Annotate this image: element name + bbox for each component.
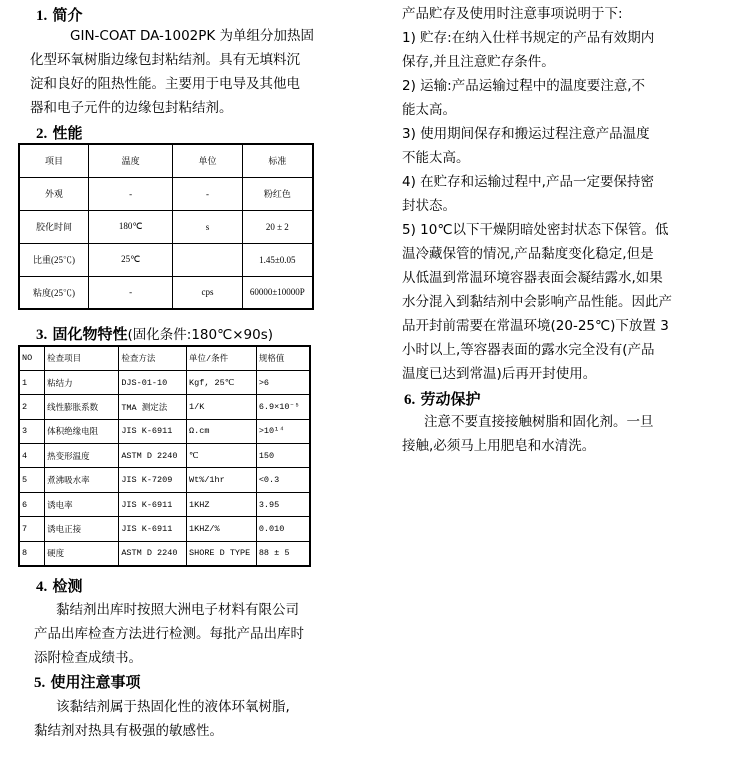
table-cell: 诱电正接 <box>45 517 119 541</box>
table-cell: TMA 测定法 <box>119 395 187 419</box>
table-cell: - <box>88 177 172 210</box>
paragraph-line: 水分混入到黏结剂中会影响产品性能。因此产 <box>402 294 672 310</box>
table-cell: 硬度 <box>45 541 119 565</box>
table-cell: 0.010 <box>256 517 310 541</box>
paragraph-line: 能太高。 <box>402 102 456 118</box>
section-number: 1. <box>36 8 48 24</box>
paragraph-line: 产品出库检查方法进行检测。每批产品出库时 <box>34 626 304 642</box>
paragraph-line: 2) 运输:产品运输过程中的温度要注意,不 <box>402 78 645 94</box>
table-cell: 8 <box>19 541 45 565</box>
paragraph-line: 不能太高。 <box>402 150 470 166</box>
table-cell: s <box>173 210 242 243</box>
paragraph-line: 温度已达到常温)后再开封使用。 <box>402 366 597 382</box>
section-6-heading <box>404 390 481 409</box>
table-cell: ASTM D 2240 <box>119 444 187 468</box>
table-row <box>19 177 313 210</box>
section-title: 固化物特性 <box>52 325 128 343</box>
table-header-cell: 项目 <box>19 144 88 177</box>
table-row <box>19 210 313 243</box>
table-row <box>19 468 310 492</box>
table-header-row <box>19 346 310 370</box>
table-cell: <0.3 <box>256 468 310 492</box>
paragraph-line: 接触,必须马上用肥皂和水清洗。 <box>402 438 596 454</box>
section-title: 使用注意事项 <box>50 673 141 691</box>
paragraph-line: 注意不要直接接触树脂和固化剂。一旦 <box>424 414 654 430</box>
paragraph-line: 保存,并且注意贮存条件。 <box>402 54 555 70</box>
properties-table <box>18 143 314 310</box>
table-header-cell: 规格值 <box>256 346 310 370</box>
paragraph-line: 从低温到常温环境容器表面会凝结露水,如果 <box>402 270 663 286</box>
table-cell: 粘度(25℃) <box>19 276 88 309</box>
paragraph-line: 器和电子元件的边缘包封粘结剂。 <box>30 100 233 116</box>
section-number: 6. <box>404 392 416 408</box>
table-header-cell: 检查项目 <box>45 346 119 370</box>
paragraph-line: 4) 在贮存和运输过程中,产品一定要保持密 <box>402 174 654 190</box>
table-cell: cps <box>173 276 242 309</box>
table-cell: ASTM D 2240 <box>119 541 187 565</box>
table-row <box>19 444 310 468</box>
paragraph-line: 封状态。 <box>402 198 456 214</box>
paragraph-line: 黏结剂出库时按照大洲电子材料有限公司 <box>56 602 299 618</box>
table-cell: 粉红色 <box>242 177 313 210</box>
section-title: 简介 <box>52 6 83 24</box>
table-cell: JIS K-6911 <box>119 492 187 516</box>
table-header-cell: 温度 <box>88 144 172 177</box>
paragraph-line: 该黏结剂属于热固化性的液体环氧树脂, <box>56 699 290 715</box>
section-3-heading <box>36 325 273 344</box>
table-row <box>19 517 310 541</box>
table-row <box>19 541 310 565</box>
table-header-cell: 单位/条件 <box>187 346 257 370</box>
table-row <box>19 492 310 516</box>
table-cell: 体积绝缘电阻 <box>45 419 119 443</box>
section-6-body <box>402 410 722 458</box>
section-number: 2. <box>36 126 48 142</box>
table-cell: - <box>173 177 242 210</box>
table-cell: - <box>88 276 172 309</box>
table-cell: 20 ± 2 <box>242 210 313 243</box>
paragraph-line: 5) 10℃以下干燥阴暗处密封状态下保管。低 <box>402 222 669 238</box>
table-cell: 180℃ <box>88 210 172 243</box>
cured-properties-table <box>18 345 311 567</box>
section-subtitle: (固化条件:180℃×90s) <box>127 327 274 343</box>
table-header-row <box>19 144 313 177</box>
table-header-cell: NO <box>19 346 45 370</box>
section-2-heading <box>36 124 83 143</box>
table-cell: >6 <box>256 370 310 394</box>
section-number: 5. <box>34 675 46 691</box>
table-cell: DJS-01-10 <box>119 370 187 394</box>
table-cell: 1KHZ <box>187 492 257 516</box>
table-cell: ℃ <box>187 444 257 468</box>
section-5-body <box>34 695 334 743</box>
table-cell: Ω.cm <box>187 419 257 443</box>
table-row <box>19 276 313 309</box>
table-header-cell: 标准 <box>242 144 313 177</box>
table-cell: SHORE D TYPE <box>187 541 257 565</box>
table-cell: 胶化时间 <box>19 210 88 243</box>
section-1-body <box>30 24 330 120</box>
table-cell: 热变形温度 <box>45 444 119 468</box>
table-cell: 外观 <box>19 177 88 210</box>
table-cell: JIS K-7209 <box>119 468 187 492</box>
table-row <box>19 419 310 443</box>
paragraph-line: 小时以上,等容器表面的露水完全没有(产品 <box>402 342 655 358</box>
table-cell: 1/K <box>187 395 257 419</box>
paragraph-line: GIN-COAT DA-1002PK 为单组分加热固 <box>70 28 315 44</box>
section-number: 3. <box>36 327 48 343</box>
section-5-heading <box>34 673 141 692</box>
paragraph-line: 温冷藏保管的情况,产品黏度变化稳定,但是 <box>402 246 654 262</box>
table-cell: 诱电率 <box>45 492 119 516</box>
section-title: 性能 <box>52 124 83 142</box>
table-cell: Kgf, 25℃ <box>187 370 257 394</box>
paragraph-line: 产品贮存及使用时注意事项说明于下: <box>402 6 623 22</box>
table-cell: 6 <box>19 492 45 516</box>
table-cell: 3.95 <box>256 492 310 516</box>
section-title: 劳动保护 <box>420 390 481 408</box>
table-cell: 线性膨胀系数 <box>45 395 119 419</box>
table-row <box>19 370 310 394</box>
table-cell: 粘结力 <box>45 370 119 394</box>
table-cell: 1 <box>19 370 45 394</box>
table-cell: 150 <box>256 444 310 468</box>
table-cell: JIS K-6911 <box>119 517 187 541</box>
section-4-body <box>34 598 334 670</box>
table-header-cell: 单位 <box>173 144 242 177</box>
table-cell: 25℃ <box>88 243 172 276</box>
section-title: 检测 <box>52 577 83 595</box>
table-header-cell: 检查方法 <box>119 346 187 370</box>
section-number: 4. <box>36 579 48 595</box>
table-cell: 5 <box>19 468 45 492</box>
paragraph-line: 添附检查成绩书。 <box>34 650 142 666</box>
paragraph-line: 品开封前需要在常温环境(20-25℃)下放置 3 <box>402 318 669 334</box>
table-cell: 1.45±0.05 <box>242 243 313 276</box>
table-cell: 7 <box>19 517 45 541</box>
table-cell: 4 <box>19 444 45 468</box>
table-cell <box>173 243 242 276</box>
table-cell: 6.9×10⁻⁵ <box>256 395 310 419</box>
table-cell: >10¹⁴ <box>256 419 310 443</box>
paragraph-line: 1) 贮存:在纳入仕样书规定的产品有效期内 <box>402 30 655 46</box>
paragraph-line: 淀和良好的阻热性能。主要用于电导及其他电 <box>30 76 300 92</box>
paragraph-line: 化型环氧树脂边缘包封粘结剂。具有无填料沉 <box>30 52 300 68</box>
table-cell: 2 <box>19 395 45 419</box>
table-cell: 1KHZ/% <box>187 517 257 541</box>
paragraph-line: 黏结剂对热具有极强的敏感性。 <box>34 723 223 739</box>
table-cell: 60000±10000P <box>242 276 313 309</box>
paragraph-line: 3) 使用期间保存和搬运过程注意产品温度 <box>402 126 650 142</box>
table-cell: 比重(25℃) <box>19 243 88 276</box>
section-4-heading <box>36 577 83 596</box>
table-row <box>19 395 310 419</box>
storage-notes <box>402 2 722 386</box>
section-1-heading <box>36 6 83 25</box>
table-cell: 3 <box>19 419 45 443</box>
table-cell: 煮沸吸水率 <box>45 468 119 492</box>
table-cell: Wt%/1hr <box>187 468 257 492</box>
table-cell: 88 ± 5 <box>256 541 310 565</box>
table-row <box>19 243 313 276</box>
table-cell: JIS K-6911 <box>119 419 187 443</box>
